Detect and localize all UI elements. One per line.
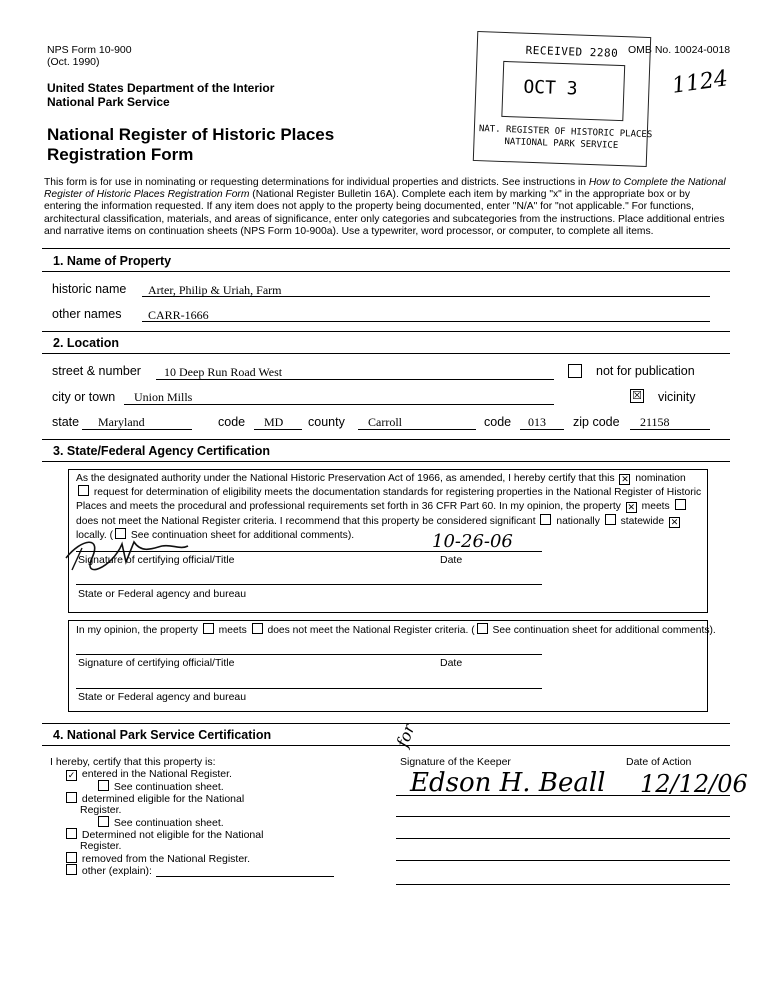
opinion-does-not-meet-checkbox[interactable]: [252, 623, 263, 634]
certification-text: As the designated authority under the National Historic Preservation Act of 1966, as amended, I hereby certify that this ✕ nomination request for determination of eligibility meets the documentation standards for registering properties in the National Register of Historic Places and meets the procedural and professional requirements set forth in 36 CFR Part 60. In my opinion, the property ✕ meets does not meet the National Register criteria. I recommend that this property be considered significant nationally statewide ✕ locally. ( See continuation sheet for additional comments).: [76, 473, 702, 541]
section-divider: [42, 271, 730, 272]
opinion-continuation-checkbox[interactable]: [477, 623, 488, 634]
section-1-heading: 1. Name of Property: [53, 254, 172, 268]
see-continuation-checkbox[interactable]: [98, 780, 109, 791]
service: National Park Service: [47, 95, 170, 109]
received-stamp: [473, 31, 651, 167]
stamp-date: OCT 3: [523, 76, 578, 100]
page-title: National Register of Historic Places: [47, 125, 335, 144]
action-date-value: 12/12/06: [640, 770, 748, 798]
section-divider: [42, 745, 730, 746]
state-code-label: code: [218, 415, 246, 429]
county-value[interactable]: Carroll: [368, 415, 402, 429]
other-names-line: [142, 321, 710, 322]
other-explain-line: [156, 876, 334, 877]
section-divider: [42, 248, 730, 249]
other-names-label: other names: [52, 307, 122, 321]
section-divider: [42, 723, 730, 724]
state-code-value[interactable]: MD: [264, 415, 284, 429]
department: United States Department of the Interior: [47, 81, 275, 95]
for-signature-mark: for: [392, 721, 419, 750]
date2-label: Date: [440, 657, 463, 669]
form-date: (Oct. 1990): [47, 56, 100, 68]
other-option: other (explain):: [64, 864, 152, 877]
section-divider: [42, 353, 730, 354]
omb-number: OMB No. 10024-0018: [628, 44, 731, 56]
keeper-line-2: [396, 816, 730, 817]
instructions-paragraph: This form is for use in nominating or requesting determinations for individual properties and districts. See instructions in How to Complete the National Register of Historic Places Registration Form (National Register Bulletin 16A). Complete each item by marking "x" in the appropriate box or by entering the information requested. If any item does not apply to the property being documented, enter "N/A" for "not applicable." For functions, architectural classification, materials, and areas of significance, enter only categories and subcategories from the instructions. Place additional entries and narrative items on continuation sheets (NPS Form 10-900a). Use a typewriter, word processor, or computer, to complete all items.: [44, 177, 726, 237]
keeper-line-3: [396, 838, 730, 839]
certifying-official-signature: [62, 528, 192, 578]
state-label: state: [52, 415, 80, 429]
page-subtitle: Registration Form: [47, 145, 194, 164]
date-label: Date: [440, 554, 463, 566]
see-continuation2-option: See continuation sheet.: [96, 816, 224, 829]
state-value[interactable]: Maryland: [98, 415, 145, 429]
other-names-value[interactable]: CARR-1666: [148, 308, 209, 322]
zip-value[interactable]: 21158: [640, 415, 670, 429]
city-label: city or town: [52, 390, 116, 404]
section-3-heading: 3. State/Federal Agency Certification: [53, 444, 270, 458]
keeper-line-1: [396, 795, 730, 796]
not-for-publication-checkbox[interactable]: [568, 364, 582, 378]
city-value[interactable]: Union Mills: [134, 390, 193, 404]
vicinity-label: vicinity: [658, 390, 696, 404]
determined-eligible-checkbox[interactable]: [66, 792, 77, 803]
request-checkbox[interactable]: [78, 485, 89, 496]
statewide-checkbox[interactable]: [605, 514, 616, 525]
not-eligible-option: Determined not eligible for the National: [64, 828, 263, 841]
see-continuation2-checkbox[interactable]: [98, 816, 109, 827]
signature-label: Signature of certifying official/Title: [78, 554, 235, 566]
street-value[interactable]: 10 Deep Run Road West: [164, 365, 283, 379]
historic-name-label: historic name: [52, 282, 127, 296]
not-for-publication-label: not for publication: [596, 364, 695, 378]
agency-line: [76, 584, 542, 585]
see-continuation-option: See continuation sheet.: [96, 780, 224, 793]
stamp-line1: NAT. REGISTER OF HISTORIC PLACES: [478, 124, 653, 141]
agency2-label: State or Federal agency and bureau: [78, 691, 247, 703]
county-code-value[interactable]: 013: [528, 415, 546, 429]
action-date-label: Date of Action: [626, 756, 692, 768]
signature-line: [76, 551, 542, 552]
opinion-text: In my opinion, the property meets does not meet the National Register criteria. ( See continuation sheet for additional comments).: [76, 625, 716, 636]
meets-checkbox[interactable]: ✕: [627, 502, 636, 513]
removed-option: removed from the National Register.: [64, 852, 250, 865]
stamp-date-box: [501, 61, 625, 121]
agency-label: State or Federal agency and bureau: [78, 588, 247, 600]
nationally-checkbox[interactable]: [540, 514, 551, 525]
handwritten-cert-date: 10-26-06: [432, 531, 513, 552]
entered-option: ✓ entered in the National Register.: [67, 768, 232, 780]
register2-text: Register.: [80, 840, 122, 852]
does-not-meet-checkbox[interactable]: [675, 499, 686, 510]
entered-checkbox[interactable]: ✓: [67, 770, 76, 780]
section-4-heading: 4. National Park Service Certification: [53, 728, 272, 742]
handwritten-number: 1124: [670, 66, 730, 99]
stamp-line2: NATIONAL PARK SERVICE: [504, 137, 619, 151]
signature2-line: [76, 654, 542, 655]
form-number: NPS Form 10-900: [47, 44, 132, 56]
keeper-label: Signature of the Keeper: [400, 756, 511, 768]
nomination-checkbox[interactable]: ✕: [621, 474, 629, 484]
zip-label: zip code: [573, 415, 620, 429]
section-divider: [42, 439, 730, 440]
stamp-received: RECEIVED 2280: [525, 43, 619, 60]
keeper-signature: Edson H. Beall: [410, 768, 606, 798]
signature2-label: Signature of certifying official/Title: [78, 657, 235, 669]
vicinity-checkbox[interactable]: ☒: [630, 389, 644, 403]
other-checkbox[interactable]: [66, 864, 77, 875]
street-label: street & number: [52, 364, 141, 378]
certify-text: I hereby, certify that this property is:: [50, 756, 216, 768]
opinion-meets-checkbox[interactable]: [203, 623, 214, 634]
not-eligible-checkbox[interactable]: [66, 828, 77, 839]
agency2-line: [76, 688, 542, 689]
determined-eligible-option: determined eligible for the National: [64, 792, 244, 805]
county-code-label: code: [484, 415, 512, 429]
keeper-line-4: [396, 860, 730, 861]
locally-checkbox[interactable]: ✕: [670, 516, 679, 527]
section-divider: [42, 461, 730, 462]
register-text: Register.: [80, 804, 122, 816]
section-2-heading: 2. Location: [53, 336, 119, 350]
keeper-line-5: [396, 884, 730, 885]
removed-checkbox[interactable]: [66, 852, 77, 863]
county-label: county: [308, 415, 345, 429]
section-divider: [42, 331, 730, 332]
historic-name-value[interactable]: Arter, Philip & Uriah, Farm: [148, 283, 282, 297]
